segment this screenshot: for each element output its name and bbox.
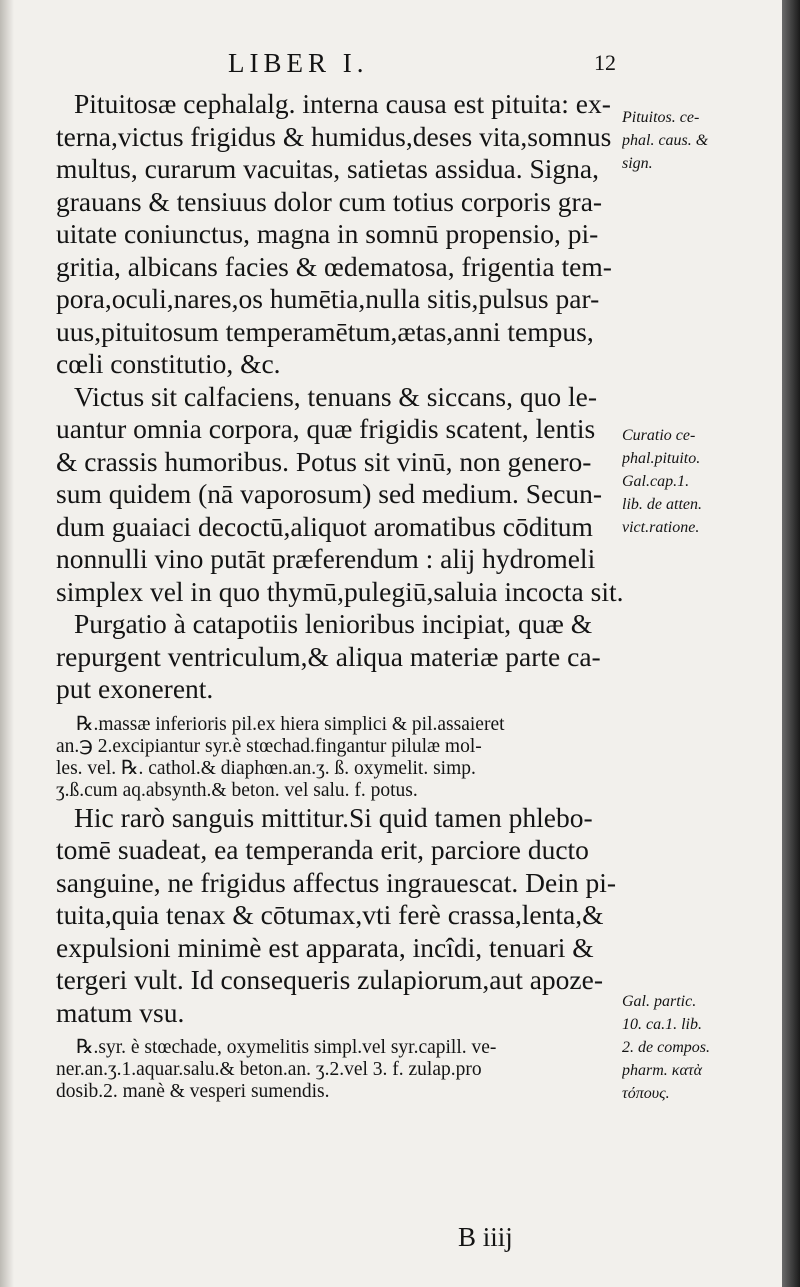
text-line: uitate coniunctus, magna in somnū propensio, pi- <box>56 218 599 249</box>
text-line: grauans & tensiuus dolor cum totius corporis gra- <box>56 185 603 217</box>
margin-line: sign. <box>622 155 653 172</box>
text-line: Hic rarò sanguis mittitur.Si quid tamen phlebo- <box>74 801 593 833</box>
text-line: terna,victus frigidus & humidus,deses vita,somnus <box>56 120 612 152</box>
text-line: matum vsu. <box>56 996 185 1028</box>
signature-mark: B iiij <box>458 1222 513 1252</box>
text-line: sanguine, ne frigidus affectus ingrauescat. Dein pi- <box>56 866 617 898</box>
text-line: Pituitosæ cephalalg. interna causa est pituita: ex- <box>74 88 611 119</box>
text-line: repurgent ventriculum,& aliqua materiæ parte ca- <box>56 640 601 672</box>
text-line: tergeri vult. Id consequeris zulapiorum,aut apoze- <box>56 964 604 995</box>
paragraph-causes-signs <box>56 88 626 381</box>
paragraph-diet <box>56 381 626 609</box>
text-line: uus,pituitosum temperamētum,ætas,anni tempus, <box>56 315 594 347</box>
margin-line: pharm. κατὰ <box>622 1062 702 1079</box>
margin-note-cure <box>622 424 784 539</box>
text-line: Victus sit calfaciens, tenuans & siccans, quo le- <box>74 380 597 412</box>
recipe-line: an.℈ 2.excipiantur syr.è stœchad.fingantur pilulæ mol- <box>56 735 482 757</box>
main-text <box>56 88 626 1103</box>
margin-line: 10. ca.1. lib. <box>622 1016 702 1033</box>
page-number: 12 <box>594 50 616 75</box>
text-line: uantur omnia corpora, quæ frigidis scatent, lentis <box>56 413 596 444</box>
margin-line: phal.pituito. <box>622 450 701 467</box>
text-line: simplex vel in quo thymū,pulegiū,saluia incocta sit. <box>56 575 624 607</box>
recipe-line: les. vel. ℞. cathol.& diaphœn.an.ʒ. ß. oxymelit. simp. <box>56 757 476 779</box>
margin-line: Pituitos. ce- <box>622 109 700 126</box>
text-line: pora,oculi,nares,os humētia,nulla sitis,pulsus par- <box>56 283 600 314</box>
text-line: put exonerent. <box>56 673 214 704</box>
page-edge-shadow <box>0 0 14 1287</box>
recipe-zulap <box>56 1037 626 1103</box>
margin-line: lib. de atten. <box>622 496 702 513</box>
text-line: nonnulli vino putāt præferendum : alij hydromeli <box>56 543 596 574</box>
text-line: gritia, albicans facies & œdematosa, frigentia tem- <box>56 250 612 282</box>
margin-line: phal. caus. & <box>622 132 709 149</box>
margin-line: vict.ratione. <box>622 519 700 536</box>
page-header <box>0 48 780 84</box>
text-line: multus, curarum vacuitas, satietas assidua. Signa, <box>56 153 600 184</box>
recipe-line: dosib.2. manè & vesperi sumendis. <box>56 1081 330 1102</box>
recipe-line: ʒ.ß.cum aq.absynth.& beton. vel salu. f. potus. <box>56 779 418 801</box>
text-line: Purgatio à catapotiis lenioribus incipiat, quæ & <box>74 608 593 639</box>
text-line: tomē suadeat, ea temperanda erit, parciore ducto <box>56 834 589 865</box>
margin-line: 2. de compos. <box>622 1039 710 1056</box>
text-line: expulsioni minimè est apparata, incîdi, tenuari & <box>56 931 594 963</box>
book-spine-shadow <box>782 0 800 1287</box>
margin-line: Curatio ce- <box>622 427 696 444</box>
text-line: sum quidem (nā vaporosum) sed medium. Secun- <box>56 478 603 509</box>
margin-line: τόπους. <box>622 1085 670 1102</box>
margin-line: Gal.cap.1. <box>622 473 690 490</box>
text-line: dum guaiaci decoctū,aliquot aromatibus cōditum <box>56 510 593 542</box>
margin-line: Gal. partic. <box>622 993 697 1010</box>
text-line: cœli constitutio, &c. <box>56 348 281 379</box>
recipe-pills <box>56 714 626 802</box>
paragraph-purgation <box>56 608 626 706</box>
margin-note-causes <box>622 106 784 175</box>
recipe-line: ℞.syr. è stœchade, oxymelitis simpl.vel syr.capill. ve- <box>76 1037 497 1058</box>
margin-note-galen <box>622 990 784 1105</box>
recipe-line: ℞.massæ inferioris pil.ex hiera simplici & pil.assaieret <box>76 713 505 735</box>
recipe-line: ner.an.ʒ.1.aquar.salu.& beton.an. ʒ.2.vel 3. f. zulap.pro <box>56 1059 482 1080</box>
paragraph-bloodletting <box>56 802 626 1030</box>
text-line: tuita,quia tenax & cōtumax,vti ferè crassa,lenta,& <box>56 899 604 930</box>
running-title: LIBER I. <box>228 48 369 78</box>
text-line: & crassis humoribus. Potus sit vinū, non genero- <box>56 445 592 477</box>
